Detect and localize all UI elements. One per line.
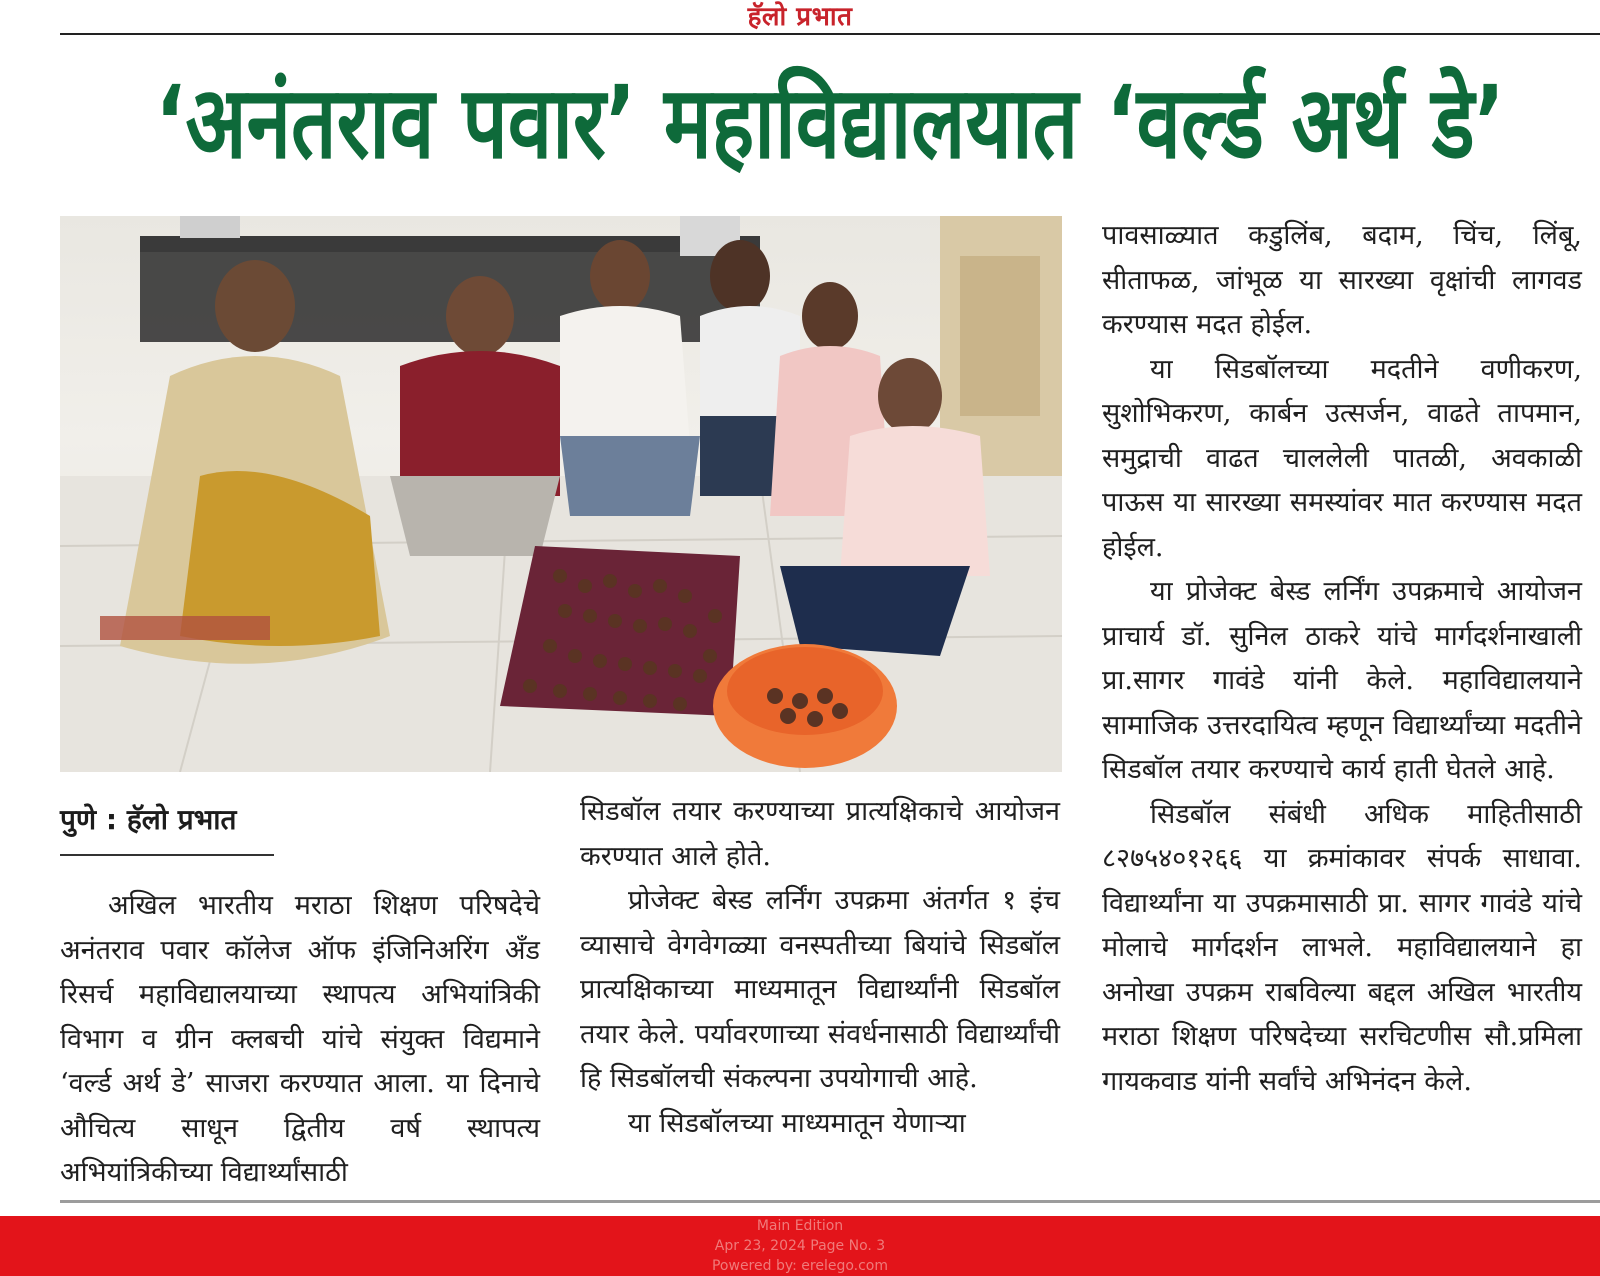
masthead-title: हॅलो प्रभात: [747, 2, 853, 32]
news-photo: [60, 216, 1062, 772]
column-right: [1102, 214, 1582, 1104]
news-photo-illustration: [60, 216, 1062, 772]
column-right-paragraph-1: पावसाळ्यात कडुलिंब, बदाम, चिंच, लिंबू, सीताफळ, जांभूळ या सारख्या वृक्षांची लागवड करण्यास मदत होईल.: [1102, 220, 1582, 340]
dateline-rule: [60, 854, 274, 856]
footer-edition: Main Edition: [756, 1218, 844, 1234]
column-middle-paragraph-1: सिडबॉल तयार करण्याच्या प्रात्यक्षिकाचे आयोजन करण्यात आले होते.: [580, 796, 1060, 872]
headline: ‘अनंतराव पवार’ महाविद्यालयात ‘वर्ल्ड अर्थ डे’: [155, 64, 1505, 181]
footer-bar: [0, 1216, 1600, 1276]
column-left: [60, 884, 540, 1196]
column-middle-paragraph-2: प्रोजेक्ट बेस्ड लर्निंग उपक्रमा अंतर्गत १ इंच व्यासाचे वेगवेगळ्या वनस्पतीच्या बियांचे सिडबॉल प्रात्यक्षिकाच्या माध्यमातून विद्यार्थ्यांनी सिडबॉल तयार केले. पर्यावरणाच्या संवर्धनासाठी विद्यार्थ्यांची हि सिडबॉलची संकल्पना उपयोगाची आहे.: [580, 885, 1060, 1094]
column-right-paragraph-4: सिडबॉल संबंधी अधिक माहितीसाठी ८२७५४०१२६६ या क्रमांकावर संपर्क साधावा. विद्यार्थ्यांना या उपक्रमासाठी प्रा. सागर गावंडे यांचे मोलाचे मार्गदर्शन लाभले. महाविद्यालयाने हा अनोखा उपक्रम राबविल्या बद्दल अखिल भारतीय मराठा शिक्षण परिषदेच्या सरचिटणीस सौ.प्रमिला गायकवाड यांनी सर्वांचे अभिनंदन केले.: [1102, 798, 1582, 1097]
column-middle: [580, 790, 1060, 1146]
footer-powered-by[interactable]: Powered by: erelego.com: [711, 1258, 889, 1274]
dateline: पुणे : हॅलो प्रभात: [60, 803, 237, 836]
column-right-paragraph-2: या सिडबॉलच्या मदतीने वणीकरण, सुशोभिकरण, कार्बन उत्सर्जन, वाढते तापमान, समुद्राची वाढत चाललेली पातळी, अवकाळी पाऊस या सारख्या समस्यांवर मात करण्यास मदत होईल.: [1102, 353, 1582, 563]
column-left-paragraph: अखिल भारतीय मराठा शिक्षण परिषदेचे अनंतराव पवार कॉलेज ऑफ इंजिनिअरिंग अँड रिसर्च महाविद्यालयाच्या स्थापत्य अभियांत्रिकी विभाग व ग्रीन क्लबची यांचे संयुक्त विद्यमाने ‘वर्ल्ड अर्थ डे’ साजरा करण्यात आला. या दिनाचे औचित्य साधून द्वितीय वर्ष स्थापत्य अभियांत्रिकीच्या विद्यार्थ्यांसाठी: [60, 890, 540, 1188]
footer-date-page: Apr 23, 2024 Page No. 3: [714, 1238, 886, 1254]
column-right-paragraph-3: या प्रोजेक्ट बेस्ड लर्निंग उपक्रमाचे आयोजन प्राचार्य डॉ. सुनिल ठाकरे यांचे मार्गदर्शनाखाली प्रा.सागर गावंडे यांनी केले. महाविद्यालयाने सामाजिक उत्तरदायित्व म्हणून विद्यार्थ्यांच्या मदतीने सिडबॉल तयार करण्याचे कार्य हाती घेतले आहे.: [1102, 576, 1582, 785]
column-middle-paragraph-3: या सिडबॉलच्या माध्यमातून येणाऱ्या: [628, 1107, 966, 1139]
bottom-rule: [60, 1200, 1600, 1203]
